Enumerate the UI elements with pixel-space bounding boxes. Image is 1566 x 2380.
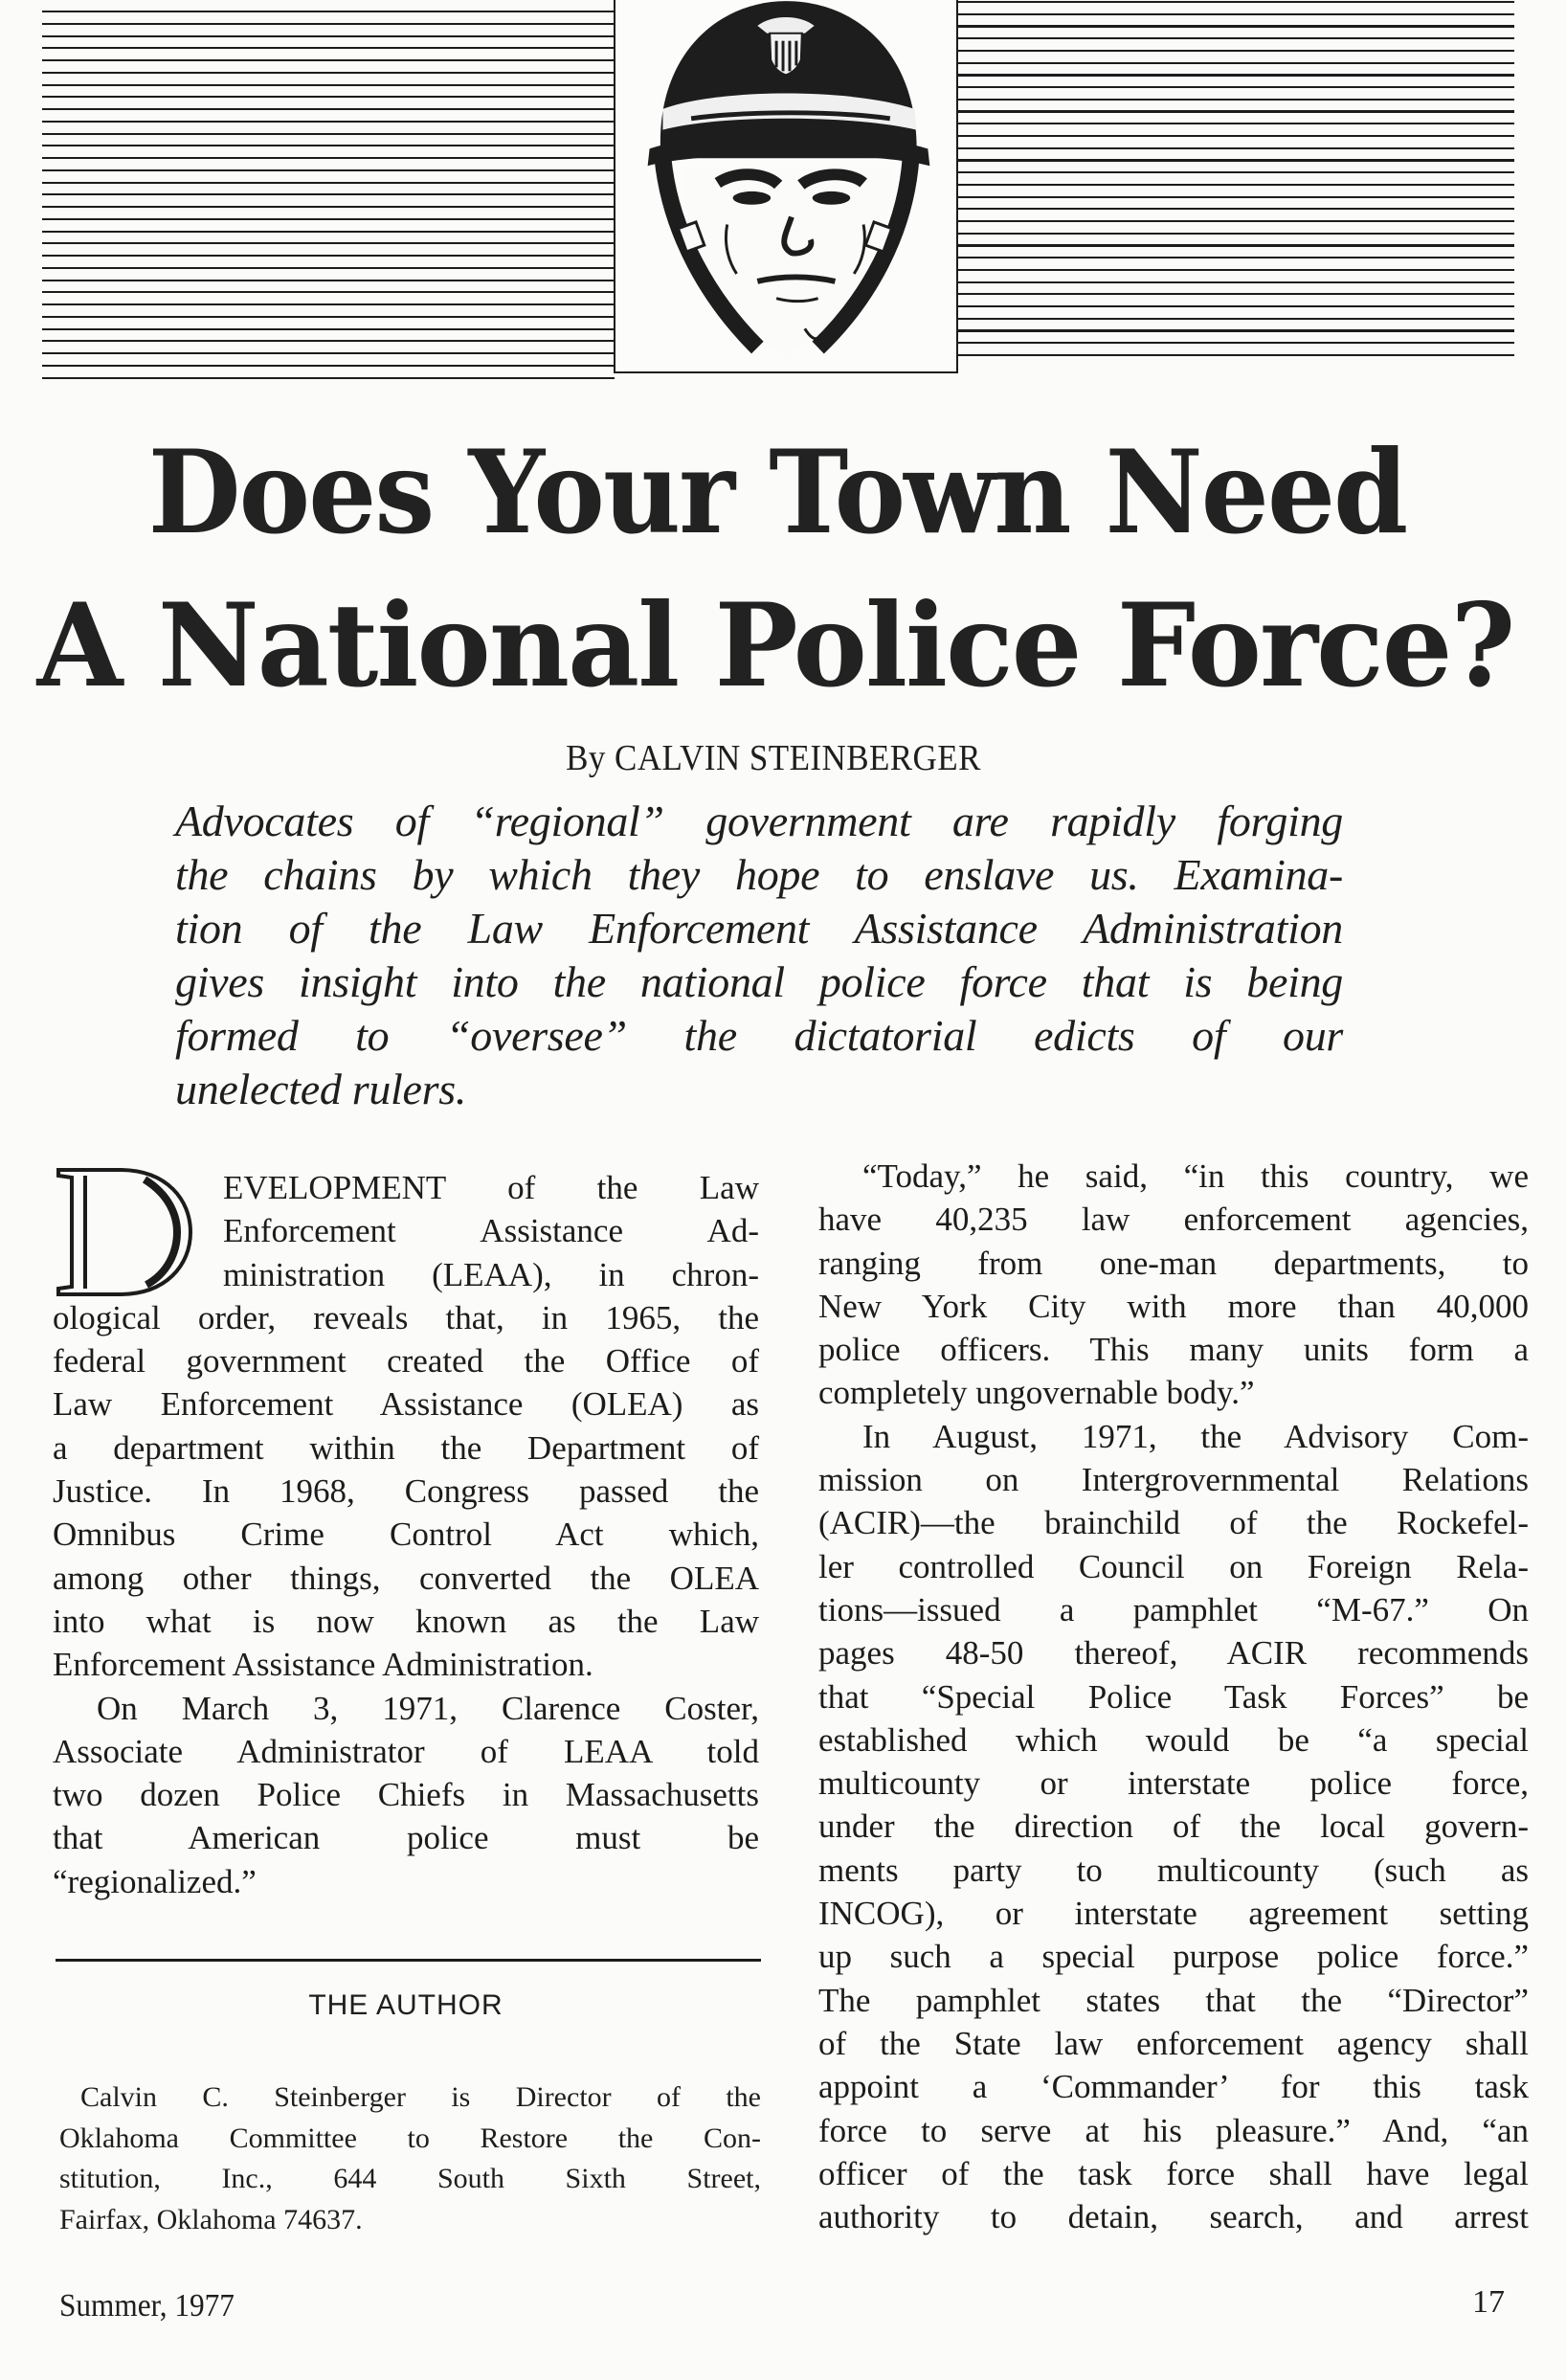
header-rule xyxy=(957,37,1514,39)
body-line: EVELOPMENT of the Law xyxy=(223,1169,759,1206)
header-rule xyxy=(957,135,1514,137)
body-line: Law Enforcement Assistance (OLEA) as xyxy=(53,1385,759,1424)
header-rule xyxy=(957,13,1514,15)
header-rule xyxy=(42,206,615,208)
page-number: 17 xyxy=(1472,2284,1505,2320)
header-rule xyxy=(42,47,615,49)
header-rule xyxy=(42,182,615,184)
body-line: police officers. This many units form a xyxy=(818,1331,1529,1369)
deck-line: Advocates of “regional” government are rapidly forging xyxy=(175,797,1343,845)
body-line: ranging from one-man departments, to xyxy=(818,1244,1529,1282)
header-rule xyxy=(42,96,615,98)
body-line: ministration (LEAA), in chron- xyxy=(223,1255,759,1293)
header-rule xyxy=(42,23,615,25)
helmet-face-icon xyxy=(615,0,956,371)
body-line: a department within the Department of xyxy=(53,1428,759,1467)
body-line: that American police must be xyxy=(53,1819,759,1857)
header-rule xyxy=(957,25,1514,27)
body-line: INCOG), or interstate agreement setting xyxy=(818,1895,1529,1933)
header-rule xyxy=(957,171,1514,173)
body-line: ments party to multicounty (such as xyxy=(818,1851,1529,1889)
bio-line: Oklahoma Committee to Restore the Con- xyxy=(59,2122,761,2154)
author-bio xyxy=(59,2077,761,2240)
body-line: In August, 1971, the Advisory Com- xyxy=(862,1417,1529,1455)
body-line: Associate Administrator of LEAA told xyxy=(53,1732,759,1770)
header-rule xyxy=(957,233,1514,235)
body-line: (ACIR)—the brainchild of the Rockefel- xyxy=(818,1504,1529,1542)
body-line: pages 48-50 thereof, ACIR recommends xyxy=(818,1634,1529,1673)
header-rule xyxy=(957,208,1514,210)
header-rule xyxy=(957,86,1514,88)
header-rule xyxy=(42,255,615,257)
deck-line: formed to “oversee” the dictatorial edicts of our xyxy=(175,1011,1343,1060)
body-line: tions—issued a pamphlet “M-67.” On xyxy=(818,1590,1529,1628)
author-heading: THE AUTHOR xyxy=(308,1989,503,2021)
deck-line: unelected rulers. xyxy=(175,1065,467,1113)
body-line: authority to detain, search, and arrest xyxy=(818,2198,1529,2236)
header-rule xyxy=(42,121,615,123)
header-rule xyxy=(957,220,1514,222)
header-rule xyxy=(42,242,615,244)
body-line: two dozen Police Chiefs in Massachusetts xyxy=(53,1776,759,1814)
header-rule xyxy=(42,352,615,354)
body-line: among other things, converted the OLEA xyxy=(53,1559,759,1597)
body-line: Justice. In 1968, Congress passed the xyxy=(53,1472,759,1511)
header-rule xyxy=(957,305,1514,307)
header-rule xyxy=(957,50,1514,52)
header-rule xyxy=(42,340,615,342)
body-line: force to serve at his pleasure.” And, “an xyxy=(818,2111,1529,2149)
body-line: “regionalized.” xyxy=(53,1862,257,1900)
body-line: that “Special Police Task Forces” be xyxy=(818,1677,1529,1716)
deck-line: gives insight into the national police force that is being xyxy=(175,957,1343,1006)
header-rule xyxy=(42,59,615,61)
bio-line: stitution, Inc., 644 South Sixth Street, xyxy=(59,2163,761,2194)
header-rule xyxy=(957,1,1514,3)
header-rule xyxy=(42,267,615,269)
header-rule xyxy=(957,244,1514,246)
header-rule xyxy=(42,303,615,305)
header-rule xyxy=(42,35,615,37)
header-rule xyxy=(42,157,615,159)
header-rule xyxy=(957,99,1514,101)
header-rule xyxy=(42,316,615,318)
header-rule xyxy=(957,281,1514,283)
header-rule xyxy=(957,123,1514,124)
header-rule xyxy=(957,110,1514,112)
header-rule xyxy=(957,196,1514,198)
body-line: “Today,” he said, “in this country, we xyxy=(862,1157,1529,1195)
body-line: multicounty or interstate police force, xyxy=(818,1764,1529,1803)
body-line: Enforcement Assistance Ad- xyxy=(223,1212,759,1250)
header-rule xyxy=(42,108,615,110)
body-line: Omnibus Crime Control Act which, xyxy=(53,1516,759,1554)
header-rule xyxy=(957,342,1514,344)
article-title-line-1: Does Your Town Need xyxy=(147,425,1407,560)
body-line: of the State law enforcement agency shall xyxy=(818,2024,1529,2062)
header-rule xyxy=(957,269,1514,271)
body-line: The pamphlet states that the “Director” xyxy=(818,1981,1529,2019)
article-title-line-2: A National Police Force? xyxy=(36,578,1514,713)
body-line: under the direction of the local govern- xyxy=(818,1807,1529,1846)
header-rule xyxy=(42,218,615,220)
body-line: mission on Intergrovernmental Relations xyxy=(818,1461,1529,1499)
body-line: ler controlled Council on Foreign Rela- xyxy=(818,1547,1529,1585)
byline: By CALVIN STEINBERGER xyxy=(566,738,981,778)
bio-line: Calvin C. Steinberger is Director of the xyxy=(80,2081,761,2113)
body-line: Enforcement Assistance Administration. xyxy=(53,1646,593,1684)
author-divider xyxy=(56,1959,761,1962)
body-line: federal government created the Office of xyxy=(53,1342,759,1381)
header-rule xyxy=(42,193,615,195)
header-rule xyxy=(957,293,1514,295)
article-deck xyxy=(175,795,1343,1116)
header-rule xyxy=(42,145,615,146)
body-line: New York City with more than 40,000 xyxy=(818,1287,1529,1325)
header-rule xyxy=(42,328,615,330)
body-line: ological order, reveals that, in 1965, the xyxy=(53,1298,759,1336)
header-rule xyxy=(957,318,1514,320)
body-line: appoint a ‘Commander’ for this task xyxy=(818,2068,1529,2106)
header-rule xyxy=(42,84,615,86)
header-rule xyxy=(42,11,615,12)
body-line: On March 3, 1971, Clarence Coster, xyxy=(97,1689,759,1727)
body-line: into what is now known as the Law xyxy=(53,1602,759,1640)
body-line: established which would be “a special xyxy=(818,1720,1529,1759)
header-rule xyxy=(42,169,615,171)
header-rule xyxy=(957,62,1514,64)
deck-line: the chains by which they hope to enslave us. Examina- xyxy=(175,850,1343,899)
header-rules-left xyxy=(42,0,615,383)
header-rule xyxy=(42,377,615,379)
header-rule xyxy=(42,72,615,74)
header-rule xyxy=(957,329,1514,331)
header-rule xyxy=(957,257,1514,258)
police-officer-illustration xyxy=(614,0,958,373)
body-line: completely ungovernable body.” xyxy=(818,1374,1255,1412)
left-column xyxy=(53,1166,759,1903)
header-rule xyxy=(957,159,1514,161)
header-rule xyxy=(42,280,615,281)
header-rule xyxy=(957,74,1514,76)
header-rules-right xyxy=(957,0,1514,371)
body-line: officer of the task force shall have legal xyxy=(818,2154,1529,2192)
body-line: have 40,235 law enforcement agencies, xyxy=(818,1201,1529,1239)
deck-line: tion of the Law Enforcement Assistance Administration xyxy=(175,904,1343,953)
bio-line: Fairfax, Oklahoma 74637. xyxy=(59,2203,363,2235)
right-column xyxy=(818,1155,1529,2238)
header-rule xyxy=(42,365,615,367)
header-rule xyxy=(42,231,615,233)
header-rule xyxy=(957,184,1514,186)
header-rule xyxy=(957,354,1514,356)
issue-date: Summer, 1977 xyxy=(59,2288,235,2324)
body-line: up such a special purpose police force.” xyxy=(818,1938,1529,1976)
header-rule xyxy=(42,291,615,293)
header-rule xyxy=(957,147,1514,149)
header-rule xyxy=(42,133,615,135)
